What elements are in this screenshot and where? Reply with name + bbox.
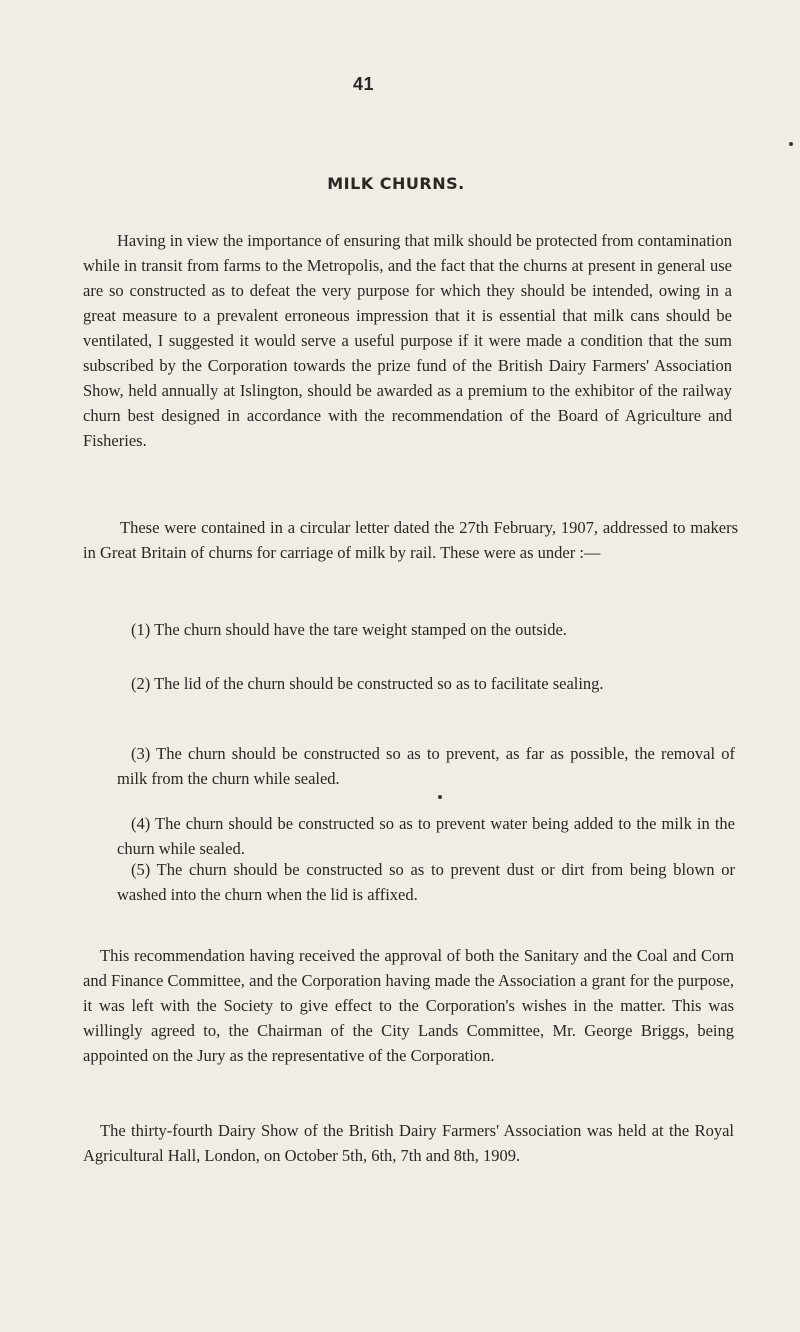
paragraph-dairy-show: The thirty-fourth Dairy Show of the British Dairy Farmers' Association was held at the Royal Agricultural Hall, London, on October 5th, 6th, 7th and 8th, 1909. — [83, 1121, 734, 1165]
paragraph-recommendation: This recommendation having received the approval of both the Sanitary and the Coal and Corn and Finance Committee, and the Corporation having made the Association a grant for the purpose, it was left with the Society to give effect to the Corporation's wishes in the matter. This was willingly agreed to, the Chairman of the City Lands Committee, Mr. George Briggs, being appointed on the Jury as the representative of the Corporation. — [83, 946, 734, 1065]
list-item-5: (5) The churn should be constructed so as to prevent dust or dirt from being blown or washed into the churn when the lid is affixed. — [117, 860, 735, 904]
page-number: 41 — [352, 74, 375, 94]
paragraph-circular-letter: These were contained in a circular letter dated the 27th February, 1907, addressed to makers in Great Britain of churns for carriage of milk by rail. These were as under :— — [83, 518, 738, 562]
list-item-1: (1) The churn should have the tare weight stamped on the outside. — [131, 620, 567, 639]
list-item-2: (2) The lid of the churn should be constructed so as to facilitate sealing. — [131, 674, 604, 693]
ink-speck — [789, 142, 793, 146]
paragraph-intro: Having in view the importance of ensuring that milk should be protected from contamination while in transit from farms to the Metropolis, and the fact that the churns at present in general use are so constructed as to defeat the very purpose for which they should be intended, owing in a great measure to a prevalent erroneous impression that it is essential that milk cans should be ventilated, I suggested it would serve a useful purpose if it were made a condition that the sum subscribed by the Corporation towards the prize fund of the British Dairy Farmers' Association Show, held annually at Islington, should be awarded as a premium to the exhibitor of the railway churn best designed in accordance with the recommendation of the Board of Agriculture and Fisheries. — [83, 231, 732, 450]
ink-speck — [438, 795, 442, 799]
list-item-3: (3) The churn should be constructed so as to prevent, as far as possible, the removal of milk from the churn while sealed. — [117, 744, 735, 788]
list-item-4: (4) The churn should be constructed so as to prevent water being added to the milk in the churn while sealed. — [117, 814, 735, 858]
section-heading: MILK CHURNS. — [327, 174, 465, 193]
